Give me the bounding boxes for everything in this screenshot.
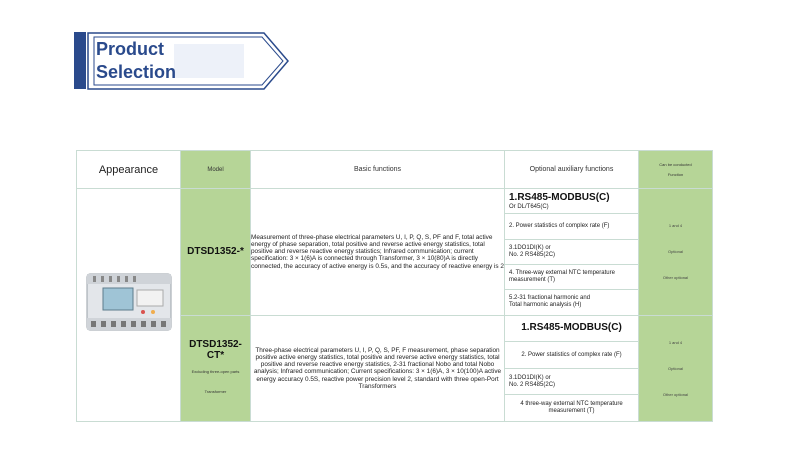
optional-functions-cell — [505, 315, 639, 421]
appearance-cell — [77, 189, 181, 422]
optional-item-text: 2. Power statistics of complex rate (F) — [509, 223, 610, 230]
optional-item — [505, 265, 638, 290]
optional-item — [505, 342, 638, 369]
model-name: DTSD1352-* — [187, 246, 244, 258]
header-model: Model — [181, 151, 251, 189]
optional-item-text: Or DL/T645(C) — [509, 203, 549, 210]
optional-item-title: 1.RS485-MODBUS(C) — [509, 191, 610, 203]
energy-meter-device-image — [81, 268, 177, 338]
conducted-function-cell: 1 and 4 Optional Other optional — [639, 315, 713, 421]
table-row — [77, 189, 713, 315]
product-selection-table — [76, 150, 713, 422]
banner-title: Product Selection — [96, 39, 177, 82]
model-cell — [181, 189, 251, 315]
basic-functions-cell: Measurement of three-phase electrical parameters U, I, P, Q, S, PF and F, total active energy of phase separation, total positive and reverse active energy statistics, total positive and reverse reactive energy statistics; Infrared communication; current specification: 3 × 1(6)A is connected through Transformer, 3 × 10(80)A is directly connected, the accuracy of active energy is 0.5s, and the accuracy of reactive energy is 2 — [251, 189, 505, 315]
optional-item — [505, 369, 638, 396]
optional-item-text: 3.1DO1DI(K) or No. 2 RS485(2C) — [509, 244, 556, 258]
header-can-be-conducted: Can be conducted Function — [639, 151, 713, 189]
optional-item — [505, 214, 638, 239]
optional-item-text: 4. Three-way external NTC temperature measurement (T) — [509, 270, 615, 284]
model-name: DTSD1352-CT* — [189, 339, 242, 362]
header-basic-functions: Basic functions — [251, 151, 505, 189]
optional-item-text: 4 three-way external NTC temperature measurement (T) — [520, 401, 623, 415]
optional-item — [505, 316, 638, 343]
model-subtitle: Excluding three-open parts Transformer — [191, 369, 240, 395]
header-optional-functions: Optional auxiliary functions — [505, 151, 639, 189]
optional-item-text: 5.2-31 fractional harmonic and Total harmonic analysis (H) — [509, 295, 591, 309]
optional-item — [505, 240, 638, 265]
optional-item — [505, 290, 638, 314]
optional-item-text: 3.1DO1DI(K) or No. 2 RS485(2C) — [509, 374, 556, 388]
basic-functions-cell: Three-phase electrical parameters U, I, P, Q, S, PF, F measurement, phase separation positive active energy statistics, total positive and reverse active energy statistics, total positive and reverse reactive energy statistics, 2-31 fractional Nobo and total Nobo analysis; Infrared communication; Current specifications: 3 × 1(6)A, 3 × 10(100)A active energy accuracy 0.5S, reactive power precision level 2, standard with three open-Port Transformers — [251, 315, 505, 421]
optional-item — [505, 395, 638, 421]
product-selection-banner — [74, 32, 294, 92]
optional-item-text: 2. Power statistics of complex rate (F) — [521, 351, 622, 358]
model-cell — [181, 315, 251, 421]
table-header-row — [77, 151, 713, 189]
optional-item — [505, 189, 638, 214]
header-appearance: Appearance — [77, 151, 181, 189]
conducted-function-cell: 1 and 4 Optional Other optional — [639, 189, 713, 315]
optional-functions-cell — [505, 189, 639, 315]
optional-item-title: 1.RS485-MODBUS(C) — [521, 322, 622, 334]
